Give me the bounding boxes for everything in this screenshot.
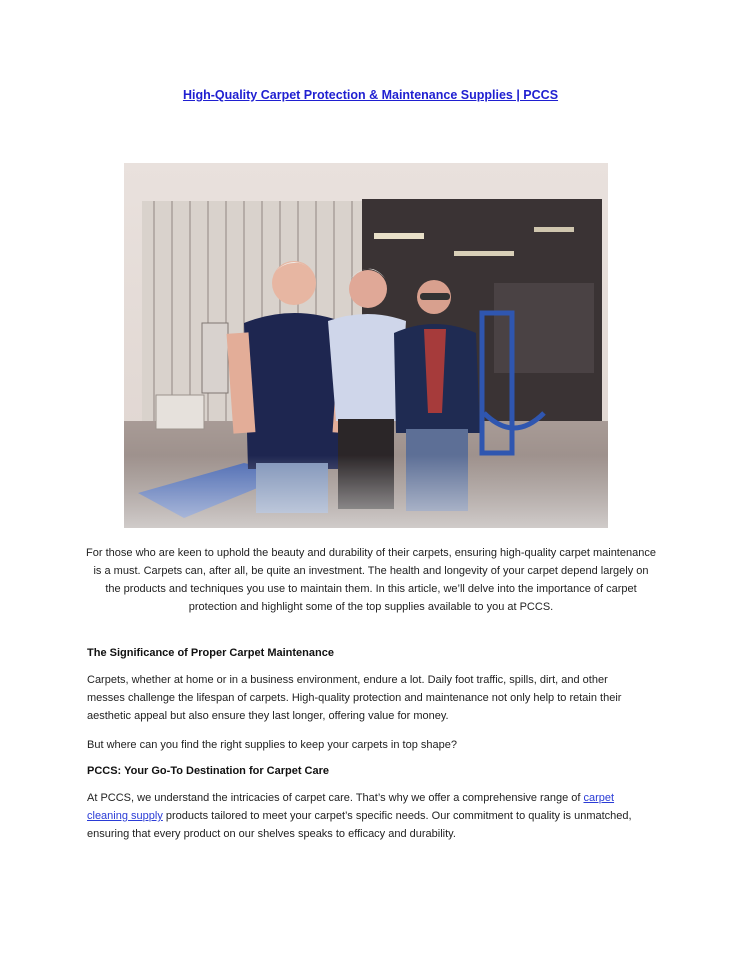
paragraph-carpets-endure: Carpets, whether at home or in a business environment, endure a lot. Daily foot traffic, spills, dirt, and other messes challenge the lifespan of carpets. High-quality protection and maintenance not only help to retain their aesthetic appeal but also ensure they last longer, offering value for money. <box>87 674 622 722</box>
photo-three-men-outside-warehouse <box>124 163 608 528</box>
intro-paragraph: For those who are keen to uphold the beauty and durability of their carpets, ensuring high-quality carpet maintenance is a must. Carpets can, after all, be quite an investment. The health and longevity of your carpet depend largely on the products and techniques you use to maintain them. In this article, we’ll delve into the importance of carpet protection and highlight some of the top supplies available to you at PCCS. <box>86 547 656 613</box>
pccs-text-after-link: products tailored to meet your carpet’s specific needs. Our commitment to quality is unmatched, ensuring that every product on our shelves speaks to efficacy and durability. <box>87 810 632 840</box>
title-link[interactable]: High-Quality Carpet Protection & Maintenance Supplies | PCCS <box>182 88 559 102</box>
paragraph-where-find-supplies: But where can you find the right supplies to keep your carpets in top shape? <box>87 739 457 751</box>
page-title[interactable] <box>0 88 741 102</box>
section-heading-pccs: PCCS: Your Go-To Destination for Carpet Care <box>87 765 330 777</box>
section-heading-significance: The Significance of Proper Carpet Maintenance <box>87 647 334 659</box>
paragraph-at-pccs <box>87 789 647 843</box>
carpet-cleaning-supply-link[interactable]: carpet cleaning supply <box>87 792 615 822</box>
pccs-text-before-link: At PCCS, we understand the intricacies of carpet care. That’s why we offer a comprehensive range of <box>87 792 581 804</box>
